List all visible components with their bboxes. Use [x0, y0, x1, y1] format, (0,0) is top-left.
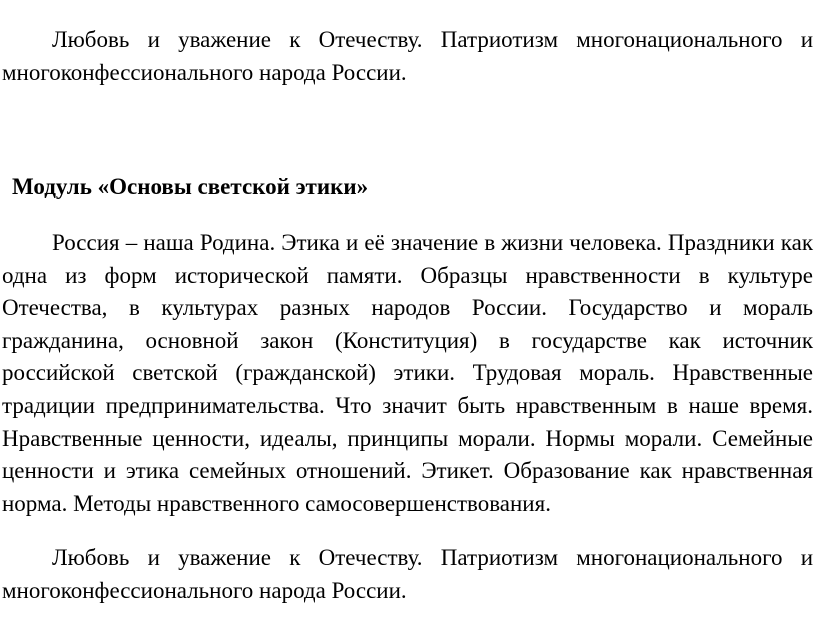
module-heading: Модуль «Основы светской этики»	[12, 174, 369, 199]
paragraph-module-content: Россия – наша Родина. Этика и её значение в жизни человека. Праздники как одна из форм исторической памяти. Образцы нравственности в культуре Отечества, в культурах разных народов России. Государство и мораль гражданина, основной закон (Конституция) в государстве как источник российской светской (гражданской) этики. Трудовая мораль. Нравственные традиции предпринимательства. Что значит быть нравственным в наше время. Нравственные ценности, идеалы, принципы морали. Нормы морали. Семейные ценности и этика семейных отношений. Этикет. Образование как нравственная норма. Методы нравственного самосовершенствования.	[2, 230, 813, 516]
paragraph-patriotism-bottom: Любовь и уважение к Отечеству. Патриотизм многонационального и многоконфессионального народа России.	[2, 545, 813, 603]
paragraph-patriotism-top: Любовь и уважение к Отечеству. Патриотизм многонационального и многоконфессионального народа России.	[2, 27, 813, 85]
